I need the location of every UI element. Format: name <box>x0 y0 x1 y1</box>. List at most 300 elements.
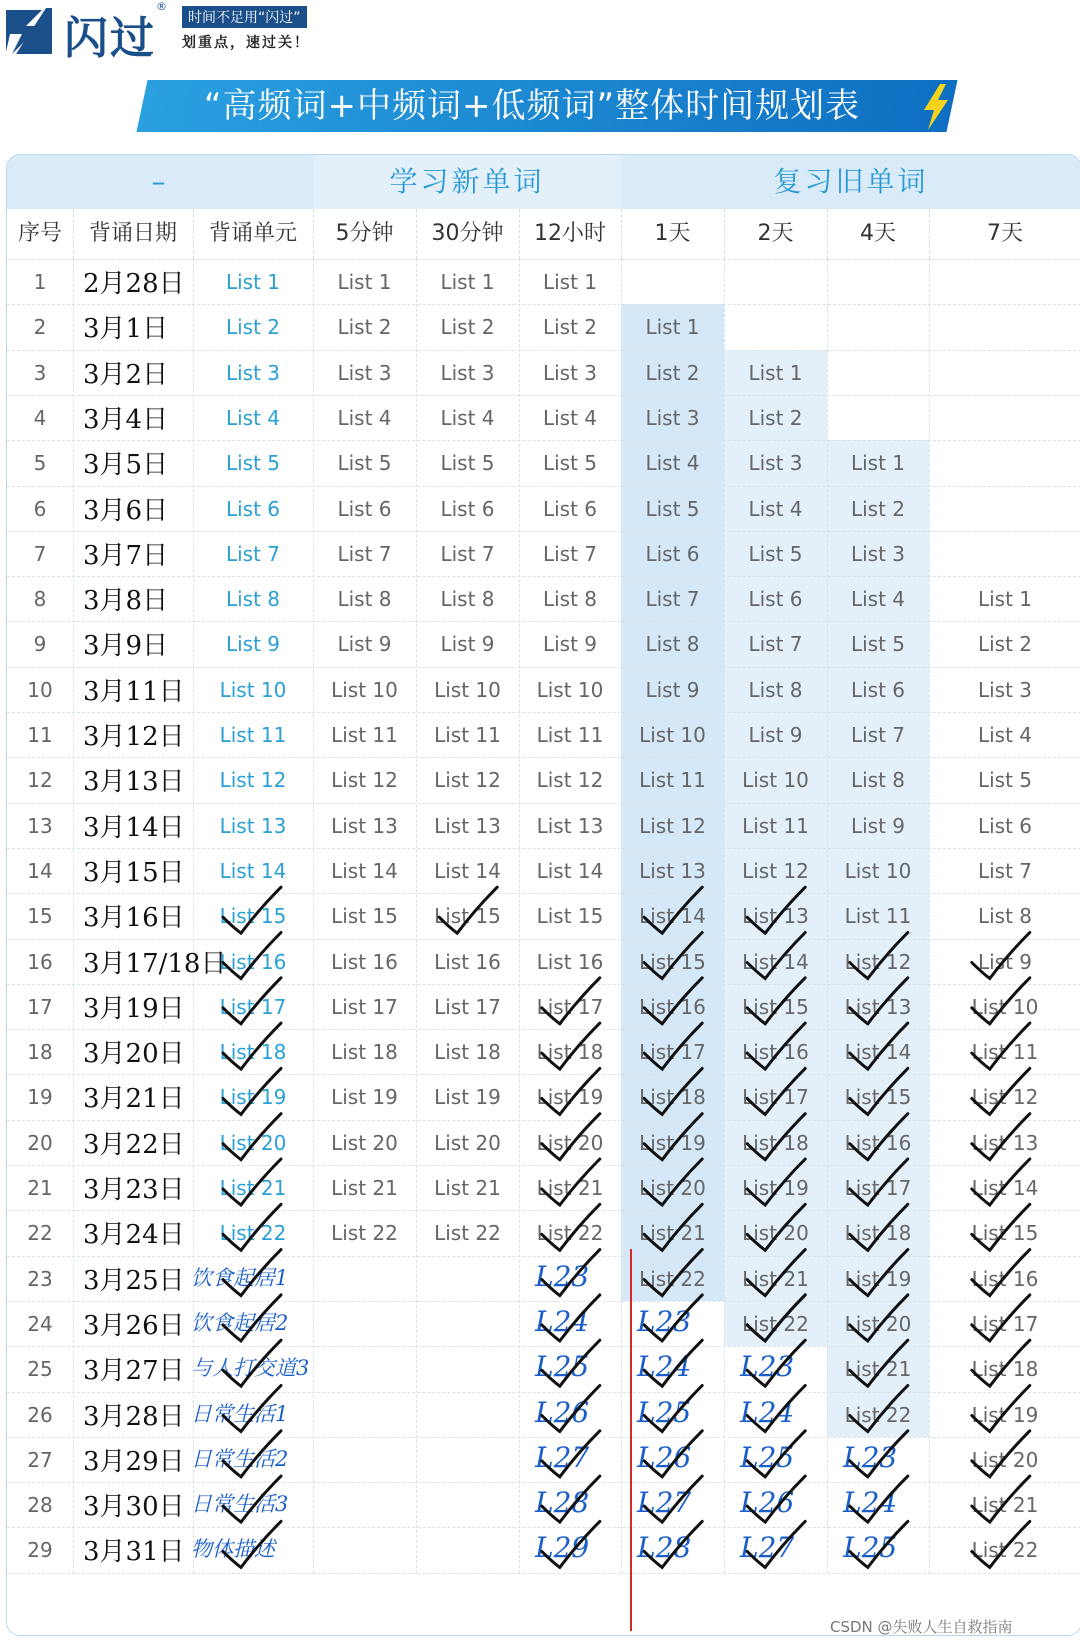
cell-day2: List 16 <box>742 1040 809 1065</box>
handwritten-date: 3月22日 <box>83 1129 185 1160</box>
cell-hr12: List 21 <box>536 1176 604 1200</box>
cell-seq: 6 <box>33 496 47 521</box>
cell-min30: List 11 <box>434 723 501 747</box>
handwritten-date: 3月25日 <box>83 1265 185 1296</box>
handwritten-list-label: L25 <box>535 1350 590 1384</box>
cell-day2: List 7 <box>748 632 803 657</box>
cell-seq: 25 <box>27 1357 53 1382</box>
handwritten-unit: 物体描述 <box>191 1537 275 1562</box>
cell-day1: List 3 <box>645 405 700 430</box>
cell-day1: List 7 <box>645 587 700 612</box>
cell-hr12: List 22 <box>536 1221 604 1246</box>
cell-day7: List 8 <box>977 904 1033 929</box>
cell-min30 <box>416 1437 519 1483</box>
cell-seq: 21 <box>27 1176 53 1200</box>
cell-day7 <box>929 350 1080 396</box>
cell-day4: List 2 <box>850 496 906 521</box>
cell-min5 <box>313 1437 416 1483</box>
handwritten-date: 3月17/18日 <box>83 948 227 979</box>
handwritten-list-label: L23 <box>740 1350 795 1384</box>
brand-header <box>0 0 360 64</box>
cell-unit: List 4 <box>225 405 281 430</box>
handwritten-date: 3月26日 <box>83 1310 185 1341</box>
cell-min5: List 9 <box>337 632 392 657</box>
cell-min5: List 12 <box>331 768 398 793</box>
column-header-date: 背诵日期 <box>73 209 194 259</box>
cell-day4: List 12 <box>844 949 912 974</box>
cell-day7: List 21 <box>971 1493 1039 1518</box>
cell-seq: 20 <box>27 1130 53 1155</box>
handwritten-list-label: L24 <box>843 1486 898 1520</box>
cell-day1: List 1 <box>645 315 700 340</box>
cell-unit: List 18 <box>219 1040 287 1065</box>
cell-day1: List 9 <box>645 677 700 702</box>
cell-unit: List 2 <box>225 315 281 340</box>
cell-min30 <box>416 1482 519 1528</box>
cell-day7: List 1 <box>977 587 1033 612</box>
cell-day1: List 2 <box>645 360 700 385</box>
cell-seq: 7 <box>33 541 47 566</box>
lightning-bolt-icon <box>920 84 952 130</box>
slogan-line-2: 划重点，速过关！ <box>182 35 310 51</box>
handwritten-date: 3月24日 <box>83 1220 185 1251</box>
cell-day4: List 3 <box>850 541 906 566</box>
cell-seq: 16 <box>27 949 53 974</box>
cell-hr12: List 11 <box>536 723 604 747</box>
cell-day1: List 5 <box>645 496 700 521</box>
handwritten-list-label: L23 <box>535 1259 590 1293</box>
cell-day2: List 22 <box>742 1311 809 1336</box>
cell-hr12: List 13 <box>536 813 604 838</box>
column-header-min30: 30分钟 <box>416 209 520 259</box>
column-header-day4: 4天 <box>827 209 930 259</box>
cell-day4: List 17 <box>844 1176 912 1200</box>
cell-day7: List 14 <box>971 1176 1039 1200</box>
cell-hr12: List 17 <box>536 994 604 1019</box>
cell-min5: List 22 <box>331 1221 398 1246</box>
cell-min30: List 20 <box>434 1130 501 1155</box>
cell-seq: 26 <box>27 1402 53 1427</box>
red-divider-line <box>630 1249 632 1631</box>
cell-min5: List 16 <box>331 949 398 974</box>
cell-hr12: List 20 <box>536 1130 604 1155</box>
cell-min30: List 9 <box>440 632 495 657</box>
cell-min30: List 22 <box>434 1221 501 1246</box>
cell-hr12: List 9 <box>542 632 598 657</box>
watermark: CSDN @失败人生自救指南 <box>830 1618 1013 1636</box>
cell-day2: List 19 <box>742 1176 809 1200</box>
handwritten-list-label: L26 <box>740 1486 795 1520</box>
handwritten-date: 3月16日 <box>83 903 185 934</box>
cell-day4: List 4 <box>850 587 906 612</box>
cell-day7: List 4 <box>977 723 1033 747</box>
cell-seq: 27 <box>27 1447 53 1472</box>
handwritten-list-label: L24 <box>637 1350 692 1384</box>
handwritten-list-label: L23 <box>637 1304 692 1338</box>
cell-day4 <box>827 395 929 441</box>
cell-day4: List 11 <box>844 904 912 929</box>
cell-min30: List 2 <box>440 315 495 340</box>
cell-min30: List 19 <box>434 1085 501 1110</box>
handwritten-date: 3月30日 <box>83 1492 185 1523</box>
handwritten-date: 3月31日 <box>83 1537 185 1568</box>
cell-day1 <box>621 259 724 305</box>
cell-min30: List 16 <box>434 949 501 974</box>
handwritten-date: 3月11日 <box>83 676 185 707</box>
cell-seq: 5 <box>33 451 47 476</box>
cell-day4: List 13 <box>844 994 912 1019</box>
cell-day4: List 6 <box>850 677 906 702</box>
cell-seq: 10 <box>27 677 53 702</box>
cell-day2: List 18 <box>742 1130 809 1155</box>
cell-day7: List 5 <box>977 768 1033 793</box>
brand-name: 闪过 <box>64 13 156 64</box>
cell-min5 <box>313 1346 416 1392</box>
cell-hr12: List 3 <box>542 360 598 385</box>
cell-day1: List 10 <box>639 723 706 747</box>
registered-mark: ® <box>156 0 167 13</box>
cell-seq: 1 <box>33 270 47 294</box>
cell-min30: List 12 <box>434 768 501 793</box>
cell-hr12: List 16 <box>536 949 604 974</box>
handwritten-date: 3月7日 <box>83 540 169 571</box>
cell-min5: List 11 <box>331 723 398 747</box>
cell-day2: List 10 <box>742 768 809 793</box>
cell-unit: List 17 <box>219 994 287 1019</box>
cell-unit: List 3 <box>225 360 281 385</box>
cell-seq: 29 <box>27 1538 53 1563</box>
group-header-new-words: 学习新单词 <box>313 155 621 209</box>
cell-day1: List 19 <box>639 1130 706 1155</box>
cell-unit: List 6 <box>225 496 281 521</box>
cell-day7: List 10 <box>971 994 1039 1019</box>
cell-unit: List 14 <box>219 858 287 883</box>
cell-min30 <box>416 1527 519 1573</box>
cell-day7: List 7 <box>977 858 1033 883</box>
handwritten-unit: 饮食起居1 <box>191 1265 289 1290</box>
cell-day7 <box>929 531 1080 577</box>
cell-hr12: List 2 <box>542 315 598 340</box>
cell-min30 <box>416 1256 519 1302</box>
handwritten-date: 3月14日 <box>83 812 185 843</box>
handwritten-date: 3月21日 <box>83 1084 185 1115</box>
cell-hr12: List 12 <box>536 768 604 793</box>
handwritten-date: 3月12日 <box>83 722 185 752</box>
cell-unit: List 21 <box>219 1176 287 1200</box>
cell-unit: List 13 <box>219 813 287 838</box>
cell-min30: List 10 <box>434 677 501 702</box>
cell-hr12: List 15 <box>536 904 604 929</box>
cell-day2 <box>724 304 827 350</box>
cell-day4: List 15 <box>844 1085 912 1110</box>
cell-day2: List 4 <box>748 496 803 521</box>
handwritten-unit: 日常生活1 <box>191 1401 289 1426</box>
cell-min5: List 17 <box>331 994 398 1019</box>
cell-min5: List 2 <box>337 315 392 340</box>
cell-seq: 14 <box>27 858 53 883</box>
group-header-review-words: 复习旧单词 <box>621 155 1080 209</box>
handwritten-list-label: L25 <box>843 1531 898 1565</box>
handwritten-list-label: L28 <box>535 1486 590 1520</box>
cell-seq: 15 <box>27 904 53 929</box>
cell-unit: List 16 <box>219 949 287 974</box>
cell-unit: List 12 <box>219 768 287 793</box>
cell-day7: List 6 <box>977 813 1033 838</box>
cell-day7: List 15 <box>971 1221 1039 1246</box>
cell-day1: List 21 <box>639 1221 706 1246</box>
cell-day1: List 17 <box>639 1040 706 1065</box>
cell-day4: List 7 <box>850 723 906 747</box>
cell-min5: List 3 <box>337 360 392 385</box>
cell-day1: List 4 <box>645 451 700 476</box>
cell-day2 <box>724 259 827 305</box>
cell-unit: List 7 <box>225 541 281 566</box>
cell-min5: List 20 <box>331 1130 398 1155</box>
cell-day2: List 11 <box>742 813 809 838</box>
cell-day4: List 20 <box>844 1311 912 1336</box>
cell-unit: List 1 <box>225 270 281 294</box>
cell-min30: List 14 <box>434 858 501 883</box>
cell-unit: List 15 <box>219 904 287 929</box>
cell-unit: List 5 <box>225 451 281 476</box>
handwritten-date: 3月5日 <box>83 450 169 481</box>
column-header-day1: 1天 <box>621 209 725 259</box>
cell-day7: List 2 <box>977 632 1033 657</box>
cell-day4: List 14 <box>844 1040 912 1065</box>
cell-min30: List 15 <box>434 904 501 929</box>
cell-day7: List 9 <box>977 949 1033 974</box>
cell-day7: List 3 <box>977 677 1033 702</box>
column-header-unit: 背诵单元 <box>193 209 314 259</box>
cell-hr12: List 4 <box>542 405 598 430</box>
cell-seq: 13 <box>27 813 53 838</box>
cell-seq: 23 <box>27 1266 53 1291</box>
lightning-logo-icon <box>2 4 54 56</box>
cell-day7: List 13 <box>971 1130 1039 1155</box>
handwritten-date: 3月8日 <box>83 586 169 617</box>
cell-min5: List 7 <box>337 541 392 566</box>
cell-day4: List 10 <box>844 858 912 883</box>
handwritten-date: 3月4日 <box>83 404 169 435</box>
handwritten-date: 3月27日 <box>83 1356 185 1387</box>
cell-min5: List 8 <box>337 587 392 612</box>
cell-day7 <box>929 259 1080 305</box>
cell-seq: 22 <box>27 1221 53 1246</box>
cell-day1: List 12 <box>639 813 706 838</box>
cell-hr12: List 6 <box>542 496 598 521</box>
cell-day2: List 3 <box>748 451 803 476</box>
cell-min5 <box>313 1392 416 1438</box>
cell-day1: List 11 <box>639 768 706 793</box>
cell-day4: List 1 <box>850 451 906 476</box>
cell-unit: List 11 <box>219 723 287 747</box>
handwritten-unit: 日常生活3 <box>191 1492 289 1517</box>
slogan <box>182 6 310 52</box>
cell-min5: List 1 <box>337 270 392 294</box>
handwritten-date: 3月9日 <box>83 631 169 662</box>
cell-seq: 28 <box>27 1493 53 1518</box>
handwritten-unit: 与人打交道3 <box>191 1356 310 1381</box>
cell-day7: List 18 <box>971 1357 1039 1382</box>
cell-day4: List 5 <box>850 632 906 657</box>
cell-min5: List 15 <box>331 904 398 929</box>
cell-min5: List 13 <box>331 813 398 838</box>
handwritten-date: 3月28日 <box>83 1401 185 1432</box>
cell-day7 <box>929 440 1080 486</box>
cell-min5: List 6 <box>337 496 392 521</box>
cell-hr12: List 5 <box>542 451 598 476</box>
cell-day7: List 16 <box>971 1266 1039 1291</box>
handwritten-date: 3月29日 <box>83 1446 185 1477</box>
cell-min30: List 1 <box>440 270 495 294</box>
cell-seq: 4 <box>33 405 47 430</box>
cell-unit: List 8 <box>225 587 281 612</box>
cell-day2: List 5 <box>748 541 803 566</box>
cell-unit: List 20 <box>219 1130 287 1155</box>
cell-day4 <box>827 304 929 350</box>
cell-min30: List 5 <box>440 451 495 476</box>
cell-min30: List 4 <box>440 405 495 430</box>
cell-day1: List 18 <box>639 1085 706 1110</box>
cell-day4: List 8 <box>850 768 906 793</box>
handwritten-date: 3月19日 <box>83 993 185 1024</box>
cell-min5: List 5 <box>337 451 392 476</box>
handwritten-unit: 饮食起居2 <box>191 1310 289 1335</box>
cell-day7: List 17 <box>971 1311 1039 1336</box>
column-header-min5: 5分钟 <box>313 209 417 259</box>
handwritten-list-label: L24 <box>535 1304 590 1338</box>
cell-day2: List 21 <box>742 1266 809 1291</box>
cell-day1: List 16 <box>639 994 706 1019</box>
cell-min5: List 14 <box>331 858 398 883</box>
handwritten-list-label: L25 <box>637 1395 692 1429</box>
handwritten-date: 3月23日 <box>83 1175 185 1205</box>
cell-day2: List 6 <box>748 587 803 612</box>
column-header-seq: 序号 <box>7 209 74 259</box>
cell-seq: 19 <box>27 1085 53 1110</box>
handwritten-list-label: L27 <box>637 1486 692 1520</box>
cell-seq: 12 <box>27 768 53 793</box>
cell-min30: List 7 <box>440 541 495 566</box>
cell-day7: List 20 <box>971 1447 1039 1472</box>
column-header-hr12: 12小时 <box>519 209 622 259</box>
cell-day2: List 15 <box>742 994 809 1019</box>
cell-hr12: List 7 <box>542 541 598 566</box>
cell-day2: List 2 <box>748 405 803 430</box>
cell-day4: List 9 <box>850 813 906 838</box>
handwritten-date: 3月2日 <box>83 359 169 390</box>
slogan-line-1: 时间不足用“闪过” <box>182 6 307 28</box>
cell-min30: List 6 <box>440 496 495 521</box>
handwritten-list-label: L27 <box>535 1440 590 1474</box>
cell-day7 <box>929 304 1080 350</box>
handwritten-date: 3月6日 <box>83 495 169 526</box>
cell-day2: List 12 <box>742 858 809 883</box>
cell-unit: List 10 <box>219 677 287 702</box>
cell-day2: List 14 <box>742 949 809 974</box>
cell-min5: List 21 <box>331 1176 398 1200</box>
cell-day7: List 19 <box>971 1402 1039 1427</box>
column-divider <box>73 259 74 1573</box>
cell-day2: List 8 <box>748 677 803 702</box>
cell-day1: List 15 <box>639 949 706 974</box>
cell-min30: List 8 <box>440 587 495 612</box>
cell-seq: 17 <box>27 994 53 1019</box>
cell-day1: List 13 <box>639 858 706 883</box>
cell-seq: 9 <box>33 632 47 657</box>
cell-hr12: List 18 <box>536 1040 604 1065</box>
cell-min30 <box>416 1346 519 1392</box>
cell-day7: List 12 <box>971 1085 1039 1110</box>
cell-day4: List 22 <box>844 1402 912 1427</box>
cell-min5 <box>313 1482 416 1528</box>
cell-hr12: List 10 <box>536 677 604 702</box>
cell-hr12: List 8 <box>542 587 598 612</box>
handwritten-date: 3月20日 <box>83 1039 185 1070</box>
handwritten-list-label: L26 <box>637 1440 692 1474</box>
cell-min30: List 17 <box>434 994 501 1019</box>
cell-seq: 24 <box>27 1311 53 1336</box>
cell-day4: List 21 <box>844 1357 912 1382</box>
handwritten-list-label: L29 <box>535 1531 590 1565</box>
handwritten-list-label: L25 <box>740 1440 795 1474</box>
cell-day2: List 1 <box>748 360 803 385</box>
cell-day7 <box>929 395 1080 441</box>
cell-day7: List 11 <box>971 1040 1039 1065</box>
cell-min30 <box>416 1301 519 1347</box>
group-header-dash: – <box>7 155 313 209</box>
cell-min30: List 18 <box>434 1040 501 1065</box>
cell-seq: 18 <box>27 1040 53 1065</box>
handwritten-list-label: L24 <box>740 1395 795 1429</box>
cell-day2: List 20 <box>742 1221 809 1246</box>
cell-day4: List 19 <box>844 1266 912 1291</box>
cell-day1: List 8 <box>645 632 700 657</box>
cell-day4 <box>827 259 929 305</box>
cell-day2: List 17 <box>742 1085 809 1110</box>
cell-hr12: List 14 <box>536 858 604 883</box>
cell-hr12: List 1 <box>542 270 598 294</box>
cell-min5: List 4 <box>337 405 392 430</box>
column-header-day2: 2天 <box>724 209 828 259</box>
cell-seq: 2 <box>33 315 47 340</box>
handwritten-list-label: L28 <box>637 1531 692 1565</box>
column-header-day7: 7天 <box>929 209 1080 259</box>
cell-day2: List 9 <box>748 723 803 747</box>
handwritten-list-label: L26 <box>535 1395 590 1429</box>
handwritten-date: 3月1日 <box>83 314 169 345</box>
cell-min30: List 21 <box>434 1176 501 1200</box>
cell-day4: List 16 <box>844 1130 912 1155</box>
cell-hr12: List 19 <box>536 1085 604 1110</box>
cell-min5: List 10 <box>331 677 398 702</box>
cell-seq: 11 <box>27 723 53 747</box>
cell-unit: List 9 <box>225 632 281 657</box>
cell-unit: List 22 <box>219 1221 287 1246</box>
cell-min30: List 13 <box>434 813 501 838</box>
handwritten-date: 3月15日 <box>83 857 185 888</box>
cell-day4 <box>827 350 929 396</box>
cell-day1: List 22 <box>639 1266 706 1291</box>
schedule-table <box>6 154 1080 1636</box>
cell-day2: List 13 <box>742 904 809 929</box>
cell-min30 <box>416 1392 519 1438</box>
cell-min30: List 3 <box>440 360 495 385</box>
cell-min5: List 19 <box>331 1085 398 1110</box>
cell-min5 <box>313 1301 416 1347</box>
handwritten-list-label: L27 <box>740 1531 795 1565</box>
handwritten-date: 2月28日 <box>83 269 185 299</box>
